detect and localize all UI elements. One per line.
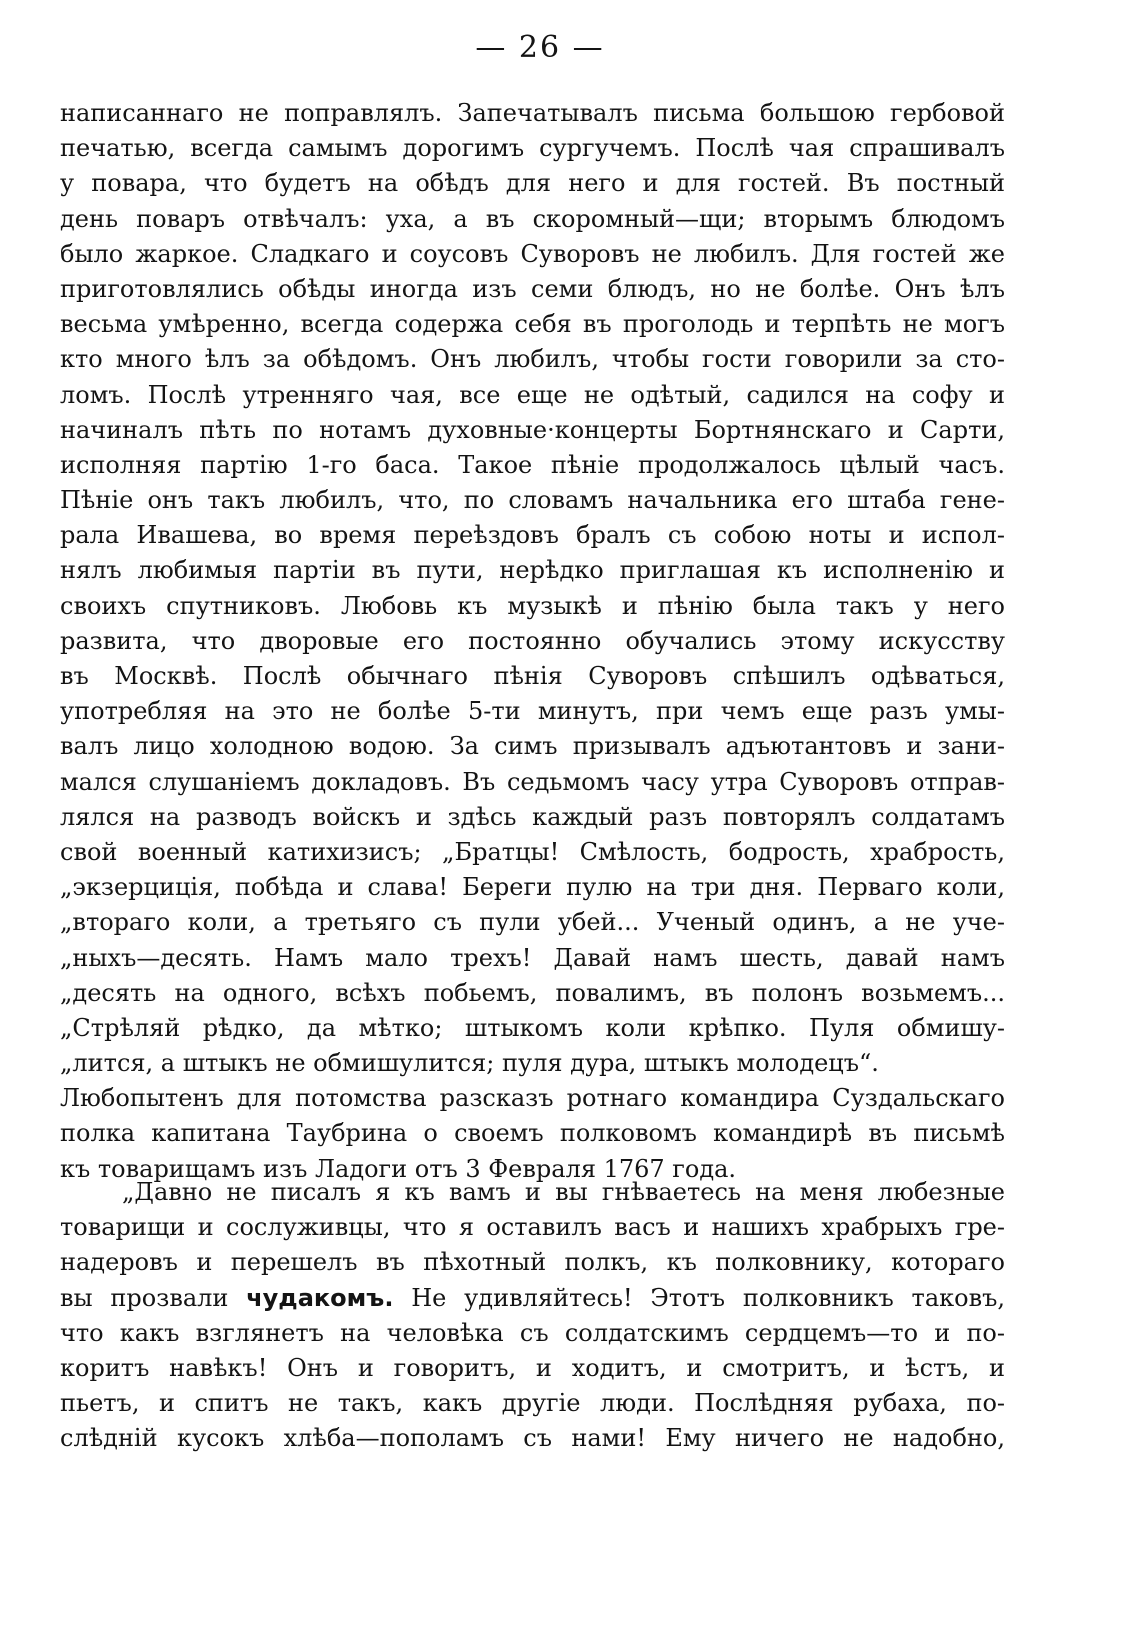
letter-quote [60, 1175, 1005, 1457]
text-line: въ Москвѣ. Послѣ обычнаго пѣнія Суворовъ спѣшилъ одѣваться, [60, 662, 1005, 690]
text-line: „экзерцицiя, побѣда и слава! Береги пулю на три дня. Перваго коли, [60, 873, 1005, 902]
main-text [60, 96, 1005, 1187]
letter-line: товарищи и сослуживцы, что я оставилъ васъ и нашихъ храбрыхъ гре- [60, 1213, 1005, 1242]
letter-line: пьетъ, и спитъ не такъ, какъ другіе люди. Послѣдняя рубаха, по- [60, 1389, 1005, 1418]
text-line: день поваръ отвѣчалъ: уха, а въ скоромный—щи; вторымъ блюдомъ [60, 204, 1005, 233]
text-line: кто много ѣлъ за обѣдомъ. Онъ любилъ, чтобы гости говорили за сто- [60, 345, 1005, 374]
text-line: у повара, что будетъ на обѣдъ для него и для гостей. Въ постный [60, 169, 1005, 198]
text-line: мался слушаніемъ докладовъ. Въ седьмомъ часу утра Суворовъ отправ- [60, 767, 1005, 796]
emphasized-word: чудакомъ. [246, 1283, 394, 1312]
text-line: исполняя партію 1-го баса. Такое пѣніе продолжалось цѣлый часъ. [60, 450, 1005, 479]
text-line: употребляя на это не болѣе 5-ти минутъ, при чемъ еще разъ умы- [60, 697, 1005, 726]
text-line: начиналъ пѣть по нотамъ духовные·концерты Бортнянскаго и Сарти, [60, 415, 1005, 444]
text-line: „ныхъ—десять. Намъ мало трехъ! Давай намъ шесть, давай намъ [60, 943, 1005, 972]
letter-line: „Давно не писалъ я къ вамъ и вы гнѣваетесь на меня любезные [122, 1178, 1005, 1206]
letter-line: что какъ взглянетъ на человѣка съ солдатскимъ сердцемъ—то и по- [60, 1318, 1005, 1347]
text-line: нялъ любимыя партіи въ пути, нерѣдко приглашая къ исполненію и [60, 556, 1005, 585]
text-line: ломъ. Послѣ утренняго чая, все еще не одѣтый, садился на софу и [60, 380, 1005, 409]
text-line: валъ лицо холодною водою. За симъ призывалъ адъютантовъ и зани- [60, 732, 1005, 761]
text-line: полка капитана Таубрина о своемъ полковомъ командирѣ въ письмѣ [60, 1119, 1005, 1148]
text-line: написаннаго не поправлялъ. Запечатывалъ письма большою гербовой [60, 99, 1005, 127]
text-line: приготовлялись обѣды иногда изъ семи блюдъ, но не болѣе. Онъ ѣлъ [60, 274, 1005, 303]
letter-line: коритъ навѣкъ! Онъ и говоритъ, и ходитъ, и смотритъ, и ѣстъ, и [60, 1353, 1005, 1382]
text-line: весьма умѣренно, всегда содержа себя въ проголодь и терпѣть не могъ [60, 310, 1005, 339]
text-line: Любопытенъ для потомства разсказъ ротнаго командира Суздальскаго [60, 1084, 1005, 1113]
text-line: „лится, а штыкъ не обмишулится; пуля дура, штыкъ молодецъ“. [60, 1049, 879, 1078]
letter-line: слѣдній кусокъ хлѣба—пополамъ съ нами! Ему ничего не надобно, [60, 1424, 1005, 1453]
letter-line: надеровъ и перешелъ въ пѣхотный полкъ, къ полковнику, котораго [60, 1248, 1005, 1277]
text-line: „втораго коли, а третьяго съ пули убей... Ученый одинъ, а не уче- [60, 908, 1005, 937]
letter-line-start: вы прозвали [60, 1283, 247, 1312]
text-line: рала Ивашева, во время переѣздовъ бралъ съ собою ноты и испол- [60, 521, 1005, 550]
page-number: — 26 — [475, 30, 605, 65]
text-line: было жаркое. Сладкаго и соусовъ Суворовъ не любилъ. Для гостей же [60, 239, 1005, 268]
text-line: развита, что дворовые его постоянно обучались этому искусству [60, 626, 1005, 655]
text-line: „десять на одного, всѣхъ побьемъ, повалимъ, въ полонъ возьмемъ... [60, 978, 1005, 1007]
text-line: свой военный катихизисъ; „Братцы! Смѣлость, бодрость, храбрость, [60, 837, 1005, 866]
text-line: своихъ спутниковъ. Любовь къ музыкѣ и пѣнію была такъ у него [60, 591, 1005, 620]
text-line: печатью, всегда самымъ дорогимъ сургучемъ. Послѣ чая спрашивалъ [60, 134, 1005, 163]
letter-line-end: Не удивляйтесь! Этотъ полковникъ таковъ, [393, 1283, 1005, 1312]
letter-line [60, 1281, 1005, 1316]
text-line: „Стрѣляй рѣдко, да мѣтко; штыкомъ коли крѣпко. Пуля обмишу- [60, 1013, 1005, 1042]
text-line: къ товарищамъ изъ Ладоги отъ 3 Февраля 1767 года. [60, 1154, 737, 1183]
text-line: лялся на разводъ войскъ и здѣсь каждый разъ повторялъ солдатамъ [60, 802, 1005, 831]
text-line: Пѣніе онъ такъ любилъ, что, по словамъ начальника его штаба гене- [60, 486, 1005, 515]
